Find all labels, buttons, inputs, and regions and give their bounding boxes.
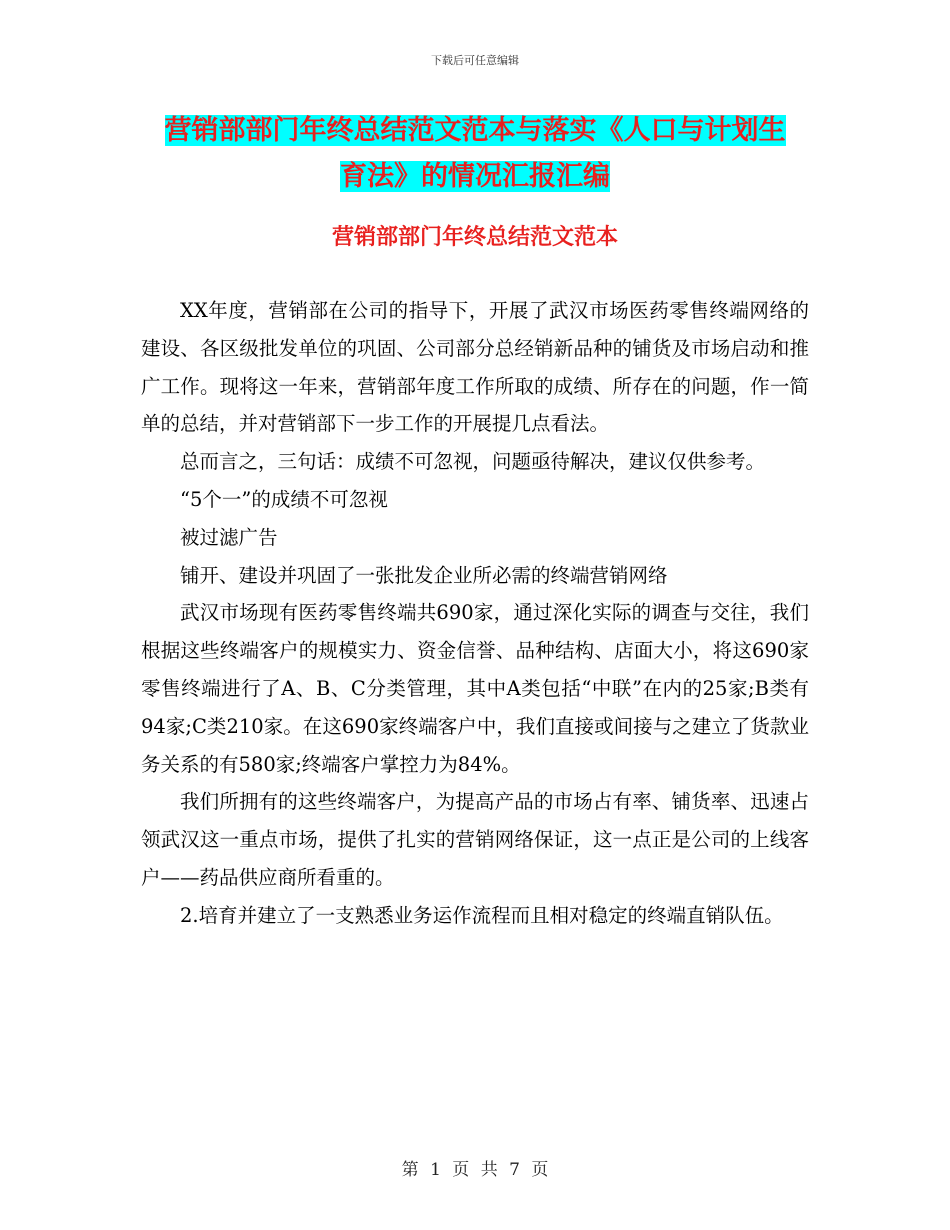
paragraph-market-detail: 武汉市场现有医药零售终端共690家，通过深化实际的调查与交往，我们根据这些终端客户的规模实力、资金信誉、品种结构、店面大小，将这690家零售终端进行了A、B、C分类管理，其中A类包括“中联”在内的25家;B类有94家;C类210家。在这690家终端客户中，我们直接或间接与之建立了货款业务关系的有580家;终端客户掌控力为84%。 xyxy=(141,601,809,776)
paragraph-customers: 我们所拥有的这些终端客户，为提高产品的市场占有率、铺货率、迅速占领武汉这一重点市场，提供了扎实的营销网络保证，这一点正是公司的上线客户——药品供应商所看重的。 xyxy=(141,790,809,889)
document-title xyxy=(130,108,820,200)
document-title-line-1: 营销部部门年终总结范文范本与落实《人口与计划生 xyxy=(164,115,786,146)
paragraph-team: 2.培育并建立了一支熟悉业务运作流程而且相对稳定的终端直销队伍。 xyxy=(180,903,784,927)
paragraph-network-heading: 铺开、建设并巩固了一张批发企业所必需的终端营销网络 xyxy=(180,563,668,587)
paragraph-summary: 总而言之，三句话：成绩不可忽视，问题亟待解决，建议仅供参考。 xyxy=(180,450,766,474)
page-footer: 第 1 页 共 7 页 xyxy=(401,1160,549,1180)
document-title-line-2: 育法》的情况汇报汇编 xyxy=(340,161,610,192)
document-body xyxy=(141,292,809,935)
paragraph-heading-achievements: “5个一”的成绩不可忽视 xyxy=(180,487,388,511)
paragraph-intro: XX年度，营销部在公司的指导下，开展了武汉市场医药零售终端网络的建设、各区级批发单位的巩固、公司部分总经销新品种的铺货及市场启动和推广工作。现将这一年来，营销部年度工作所取的成绩、所存在的问题，作一简单的总结，并对营销部下一步工作的开展提几点看法。 xyxy=(141,299,809,436)
paragraph-filtered-ad: 被过滤广告 xyxy=(180,525,278,549)
header-note: 下载后可任意编辑 xyxy=(431,54,519,67)
section-title: 营销部部门年终总结范文范本 xyxy=(331,224,618,250)
